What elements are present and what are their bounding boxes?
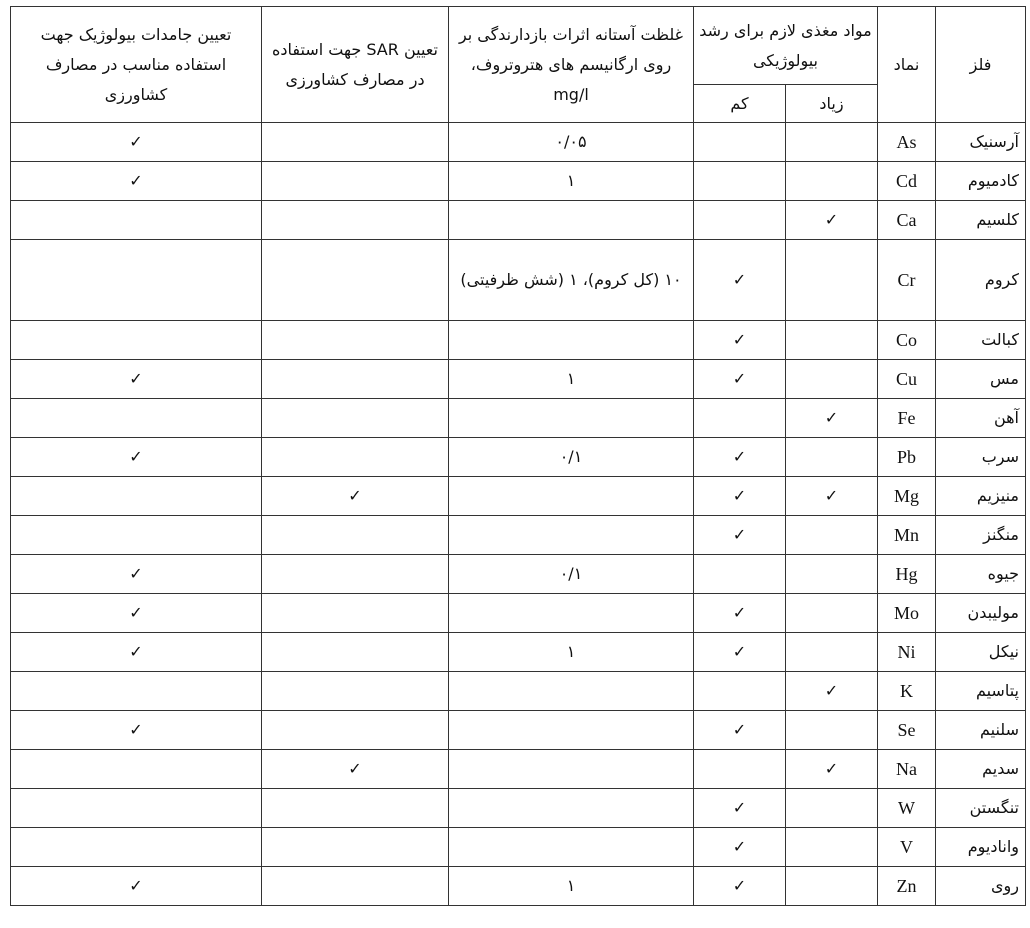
table-row — [11, 711, 1026, 750]
biosolids-cell — [11, 201, 262, 240]
header-sar: تعیین SAR جهت استفاده در مصارف کشاورزی — [262, 7, 449, 123]
nutrient-high-cell — [786, 438, 878, 477]
nutrient-low-cell: ✓ — [694, 828, 786, 867]
threshold-cell: ۱ — [449, 633, 694, 672]
nutrient-high-cell — [786, 321, 878, 360]
table-row — [11, 360, 1026, 399]
biosolids-cell — [11, 828, 262, 867]
threshold-cell: ۰/۰۵ — [449, 123, 694, 162]
header-low: کم — [694, 85, 786, 123]
table-row — [11, 555, 1026, 594]
metal-name: منگنز — [936, 516, 1026, 555]
table-row — [11, 672, 1026, 711]
metal-symbol: Ni — [878, 633, 936, 672]
metal-name: جیوه — [936, 555, 1026, 594]
table-row — [11, 240, 1026, 321]
metal-symbol: Fe — [878, 399, 936, 438]
header-row-top — [11, 7, 1026, 85]
sar-cell — [262, 672, 449, 711]
nutrient-high-cell — [786, 555, 878, 594]
sar-cell — [262, 360, 449, 399]
threshold-cell: ۱ — [449, 162, 694, 201]
header-biosolids: تعیین جامدات بیولوژیک جهت استفاده مناسب در مصارف کشاورزی — [11, 7, 262, 123]
metal-symbol: Hg — [878, 555, 936, 594]
nutrient-low-cell: ✓ — [694, 477, 786, 516]
header-nutrients: مواد مغذی لازم برای رشد بیولوژیکی — [694, 7, 878, 85]
sar-cell — [262, 711, 449, 750]
nutrient-low-cell — [694, 555, 786, 594]
threshold-cell — [449, 672, 694, 711]
biosolids-cell — [11, 240, 262, 321]
sar-cell — [262, 321, 449, 360]
metal-name: وانادیوم — [936, 828, 1026, 867]
biosolids-cell — [11, 477, 262, 516]
threshold-cell: ۱ — [449, 867, 694, 906]
biosolids-cell — [11, 789, 262, 828]
nutrient-high-cell: ✓ — [786, 672, 878, 711]
nutrient-high-cell: ✓ — [786, 399, 878, 438]
biosolids-cell: ✓ — [11, 711, 262, 750]
metal-name: تنگستن — [936, 789, 1026, 828]
metal-symbol: V — [878, 828, 936, 867]
header-metal: فلز — [936, 7, 1026, 123]
metal-name: مس — [936, 360, 1026, 399]
metal-symbol: W — [878, 789, 936, 828]
metal-name: روی — [936, 867, 1026, 906]
metal-name: سلنیم — [936, 711, 1026, 750]
metal-symbol: Mo — [878, 594, 936, 633]
nutrient-high-cell — [786, 789, 878, 828]
nutrient-low-cell: ✓ — [694, 789, 786, 828]
table-row — [11, 438, 1026, 477]
biosolids-cell — [11, 321, 262, 360]
nutrient-low-cell: ✓ — [694, 867, 786, 906]
threshold-cell — [449, 516, 694, 555]
metal-name: سدیم — [936, 750, 1026, 789]
threshold-cell — [449, 789, 694, 828]
metal-name: کبالت — [936, 321, 1026, 360]
nutrient-high-cell — [786, 711, 878, 750]
threshold-cell — [449, 399, 694, 438]
nutrient-low-cell — [694, 201, 786, 240]
metal-symbol: Co — [878, 321, 936, 360]
nutrient-high-cell — [786, 123, 878, 162]
threshold-cell — [449, 321, 694, 360]
biosolids-cell — [11, 672, 262, 711]
sar-cell — [262, 516, 449, 555]
metal-name: پتاسیم — [936, 672, 1026, 711]
sar-cell: ✓ — [262, 750, 449, 789]
nutrient-low-cell — [694, 672, 786, 711]
biosolids-cell: ✓ — [11, 123, 262, 162]
metal-symbol: Se — [878, 711, 936, 750]
sar-cell — [262, 867, 449, 906]
nutrient-low-cell: ✓ — [694, 438, 786, 477]
sar-cell: ✓ — [262, 477, 449, 516]
metal-name: سرب — [936, 438, 1026, 477]
threshold-cell: ۰/۱ — [449, 555, 694, 594]
metal-symbol: Zn — [878, 867, 936, 906]
nutrient-low-cell — [694, 123, 786, 162]
nutrient-high-cell — [786, 516, 878, 555]
table-row — [11, 123, 1026, 162]
biosolids-cell: ✓ — [11, 594, 262, 633]
nutrient-low-cell — [694, 162, 786, 201]
sar-cell — [262, 162, 449, 201]
metal-name: کادمیوم — [936, 162, 1026, 201]
metal-symbol: Cu — [878, 360, 936, 399]
table-body — [11, 123, 1026, 906]
metal-symbol: Ca — [878, 201, 936, 240]
biosolids-cell: ✓ — [11, 360, 262, 399]
threshold-cell — [449, 711, 694, 750]
biosolids-cell: ✓ — [11, 162, 262, 201]
metal-symbol: Na — [878, 750, 936, 789]
sar-cell — [262, 633, 449, 672]
nutrient-high-cell — [786, 360, 878, 399]
sar-cell — [262, 438, 449, 477]
biosolids-cell: ✓ — [11, 555, 262, 594]
header-threshold: غلظت آستانه اثرات بازدارندگی بر روی ارگانیسم های هتروتروف، mg/l — [449, 7, 694, 123]
threshold-cell: ۱ — [449, 360, 694, 399]
nutrient-low-cell — [694, 750, 786, 789]
metals-table — [10, 6, 1026, 906]
sar-cell — [262, 789, 449, 828]
nutrient-high-cell — [786, 594, 878, 633]
metal-symbol: Pb — [878, 438, 936, 477]
nutrient-low-cell: ✓ — [694, 240, 786, 321]
header-high: زیاد — [786, 85, 878, 123]
metal-name: آرسنیک — [936, 123, 1026, 162]
metal-symbol: Cr — [878, 240, 936, 321]
metal-name: آهن — [936, 399, 1026, 438]
nutrient-high-cell — [786, 867, 878, 906]
nutrient-low-cell: ✓ — [694, 594, 786, 633]
threshold-cell — [449, 828, 694, 867]
nutrient-high-cell — [786, 633, 878, 672]
table-row — [11, 867, 1026, 906]
nutrient-high-cell — [786, 162, 878, 201]
threshold-cell — [449, 201, 694, 240]
sar-cell — [262, 828, 449, 867]
metal-symbol: K — [878, 672, 936, 711]
nutrient-low-cell: ✓ — [694, 321, 786, 360]
metals-table-container — [10, 6, 1025, 917]
nutrient-low-cell: ✓ — [694, 711, 786, 750]
sar-cell — [262, 399, 449, 438]
threshold-cell: ۰/۱ — [449, 438, 694, 477]
header-symbol: نماد — [878, 7, 936, 123]
nutrient-low-cell — [694, 399, 786, 438]
threshold-cell — [449, 477, 694, 516]
sar-cell — [262, 594, 449, 633]
table-row — [11, 633, 1026, 672]
nutrient-low-cell: ✓ — [694, 633, 786, 672]
table-row — [11, 516, 1026, 555]
nutrient-high-cell: ✓ — [786, 201, 878, 240]
table-row — [11, 828, 1026, 867]
metal-name: کروم — [936, 240, 1026, 321]
biosolids-cell — [11, 516, 262, 555]
sar-cell — [262, 123, 449, 162]
metal-name: کلسیم — [936, 201, 1026, 240]
table-row — [11, 594, 1026, 633]
metal-name: نیکل — [936, 633, 1026, 672]
biosolids-cell — [11, 399, 262, 438]
threshold-cell: ۱۰ (کل کروم)، ۱ (شش ظرفیتی) — [449, 240, 694, 321]
biosolids-cell — [11, 750, 262, 789]
biosolids-cell: ✓ — [11, 633, 262, 672]
table-row — [11, 162, 1026, 201]
table-row — [11, 201, 1026, 240]
table-row — [11, 789, 1026, 828]
metal-symbol: As — [878, 123, 936, 162]
sar-cell — [262, 240, 449, 321]
biosolids-cell: ✓ — [11, 438, 262, 477]
metal-symbol: Mg — [878, 477, 936, 516]
biosolids-cell: ✓ — [11, 867, 262, 906]
table-row — [11, 321, 1026, 360]
nutrient-high-cell: ✓ — [786, 477, 878, 516]
metal-symbol: Cd — [878, 162, 936, 201]
metal-name: مولیبدن — [936, 594, 1026, 633]
nutrient-high-cell: ✓ — [786, 750, 878, 789]
table-row — [11, 477, 1026, 516]
threshold-cell — [449, 594, 694, 633]
nutrient-high-cell — [786, 828, 878, 867]
sar-cell — [262, 555, 449, 594]
table-row — [11, 750, 1026, 789]
metal-symbol: Mn — [878, 516, 936, 555]
nutrient-low-cell: ✓ — [694, 360, 786, 399]
sar-cell — [262, 201, 449, 240]
threshold-cell — [449, 750, 694, 789]
nutrient-high-cell — [786, 240, 878, 321]
metal-name: منیزیم — [936, 477, 1026, 516]
table-row — [11, 399, 1026, 438]
nutrient-low-cell: ✓ — [694, 516, 786, 555]
